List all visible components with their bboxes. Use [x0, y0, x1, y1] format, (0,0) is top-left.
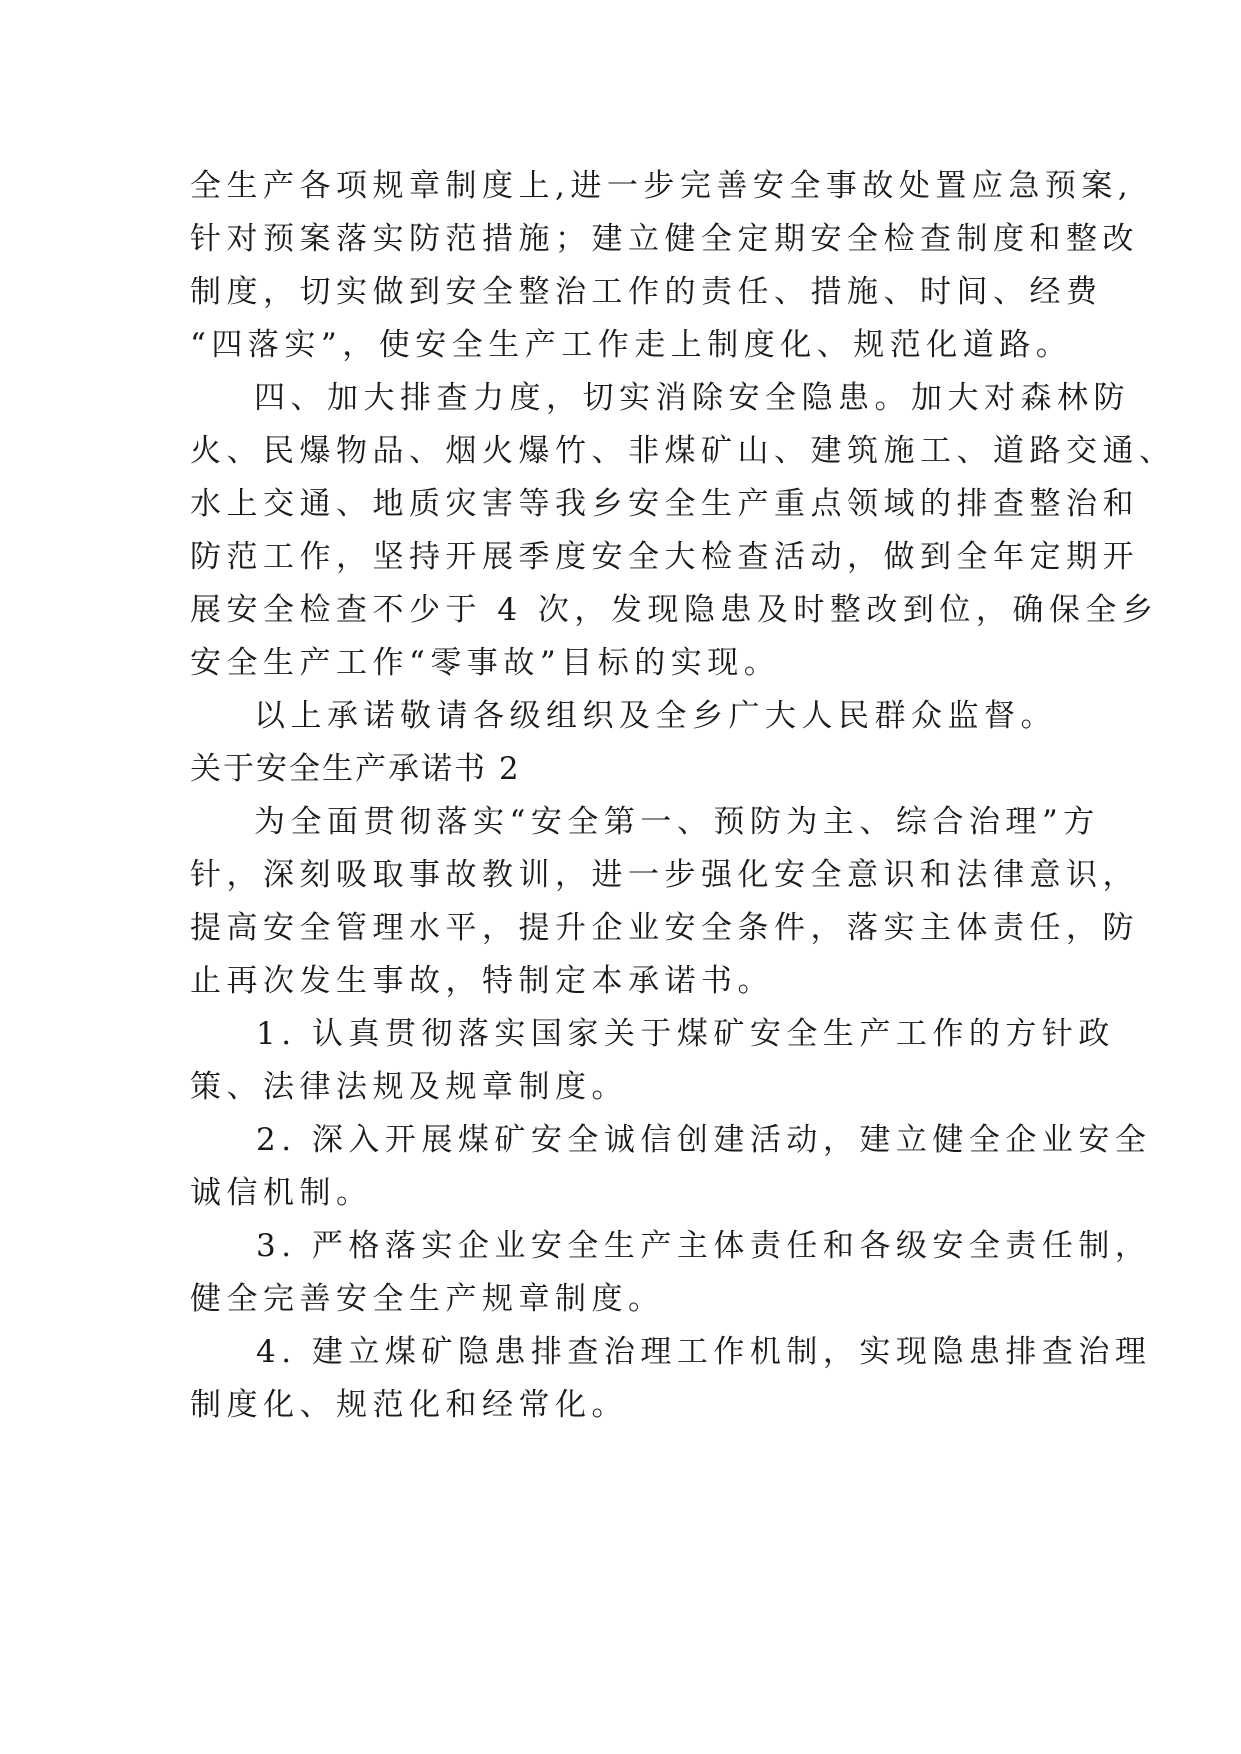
text-line: 策、法律法规及规章制度。	[190, 1069, 628, 1105]
text-line: “四落实”，使安全生产工作走上制度化、规范化道路。	[190, 327, 1073, 363]
text-line: 防范工作，坚持开展季度安全大检查活动，做到全年定期开	[190, 539, 1139, 575]
paragraph-section-four	[190, 372, 1176, 690]
text-line: 为全面贯彻落实“安全第一、预防为主、综合治理”方	[254, 804, 1100, 840]
list-item-4	[190, 1326, 1152, 1432]
text-line: 全生产各项规章制度上,进一步完善安全事故处置应急预案,	[190, 168, 1134, 204]
text-line: 四、加大排查力度，切实消除安全隐患。加大对森林防	[254, 380, 1130, 416]
paragraph-intro	[190, 796, 1139, 1008]
text-line: 健全完善安全生产规章制度。	[190, 1281, 665, 1317]
text-line: 2. 深入开展煤矿安全诚信创建活动，建立健全企业安全	[256, 1122, 1152, 1158]
text-line: 火、民爆物品、烟火爆竹、非煤矿山、建筑施工、道路交通、	[190, 433, 1176, 469]
paragraph-regulations	[190, 160, 1139, 372]
text-line: 制度化、规范化和经常化。	[190, 1387, 628, 1423]
text-line: 1. 认真贯彻落实国家关于煤矿安全生产工作的方针政	[256, 1016, 1115, 1052]
text-line: 4. 建立煤矿隐患排查治理工作机制，实现隐患排查治理	[256, 1334, 1152, 1370]
text-line: 止再次发生事故，特制定本承诺书。	[190, 963, 774, 999]
text-line: 展安全检查不少于 4 次，发现隐患及时整改到位，确保全乡	[190, 592, 1159, 628]
text-line: 针对预案落实防范措施；建立健全定期安全检查制度和整改	[190, 221, 1139, 257]
text-line: 针，深刻吸取事故教训，进一步强化安全意识和法律意识，	[190, 857, 1139, 893]
list-item-3	[190, 1220, 1152, 1326]
text-line: 安全生产工作“零事故”目标的实现。	[190, 645, 781, 681]
list-item-2	[190, 1114, 1152, 1220]
text-line: 制度，切实做到安全整治工作的责任、措施、时间、经费	[190, 274, 1103, 310]
text-line: 3. 严格落实企业安全生产主体责任和各级安全责任制，	[256, 1228, 1152, 1264]
text-line: 诚信机制。	[190, 1175, 373, 1211]
paragraph-closing: 以上承诺敬请各级组织及全乡广大人民群众监督。	[254, 698, 1057, 734]
list-item-1	[190, 1008, 1115, 1114]
section-heading: 关于安全生产承诺书 2	[190, 751, 521, 787]
text-line: 提高安全管理水平，提升企业安全条件，落实主体责任，防	[190, 910, 1139, 946]
text-line: 水上交通、地质灾害等我乡安全生产重点领域的排查整治和	[190, 486, 1139, 522]
document-body	[190, 160, 1176, 1432]
